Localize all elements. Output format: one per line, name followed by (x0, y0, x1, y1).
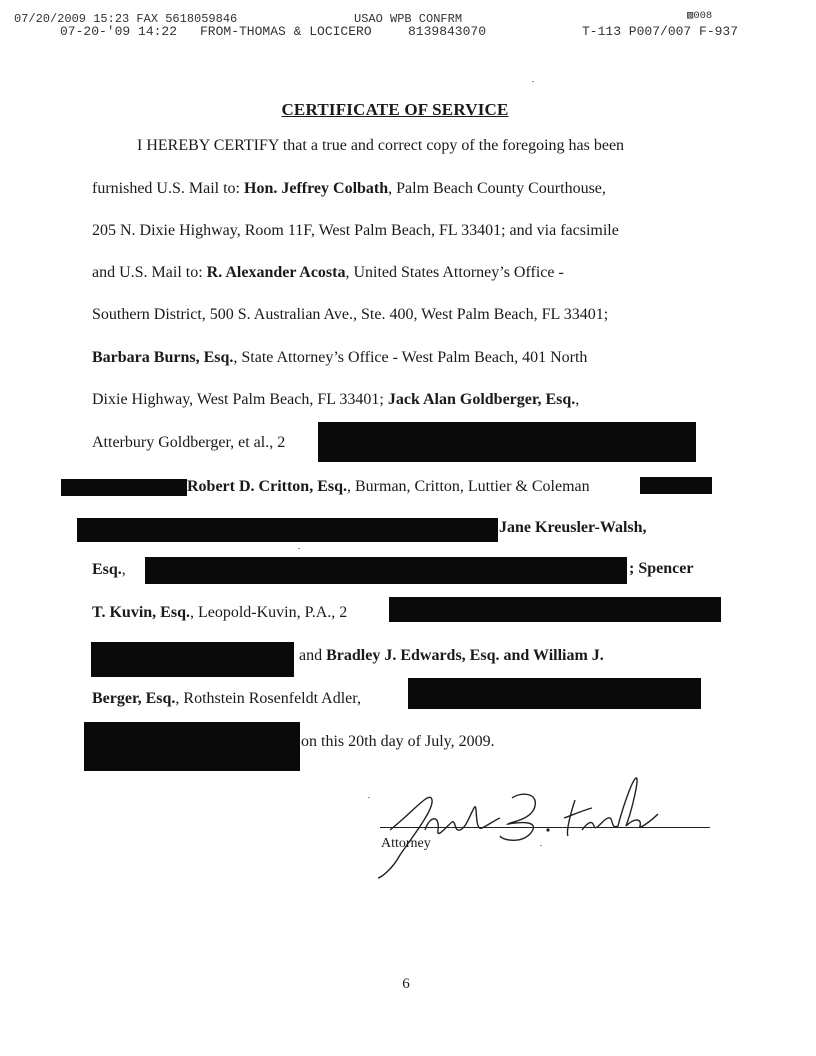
redaction-box (408, 678, 701, 709)
page-number: 6 (402, 976, 410, 992)
redaction-box (389, 597, 721, 622)
redaction-box (84, 722, 300, 771)
certificate-line (187, 477, 590, 497)
fax-timestamp-2: 07-20-'09 14:22 (60, 24, 178, 39)
fax-from-number: 8139843070 (408, 24, 487, 39)
line-text: Dixie Highway, West Palm Beach, FL 33401; (92, 391, 388, 408)
certificate-line (92, 433, 285, 453)
line-text: Atterbury Goldberger, et al., 2 (92, 434, 286, 451)
fax-sender: USAO WPB CONFRM (354, 12, 463, 26)
party-name: Berger, Esq. (92, 690, 176, 707)
document-title: CERTIFICATE OF SERVICE (281, 100, 509, 119)
line-text: Southern District, 500 S. Australian Ave., Ste. 400, West Palm Beach, FL 33401; (92, 306, 609, 323)
party-name: Hon. Jeffrey Colbath (244, 180, 389, 197)
signature-label: Attorney (381, 836, 431, 851)
redaction-box (91, 642, 294, 677)
certificate-line (299, 646, 604, 666)
line-text: , Leopold-Kuvin, P.A., 2 (189, 604, 348, 621)
certificate-line (92, 603, 347, 623)
certificate-line (92, 305, 608, 325)
certificate-line (499, 518, 647, 538)
redaction-box (145, 557, 627, 584)
certificate-line (92, 179, 606, 199)
signature-line (380, 827, 710, 828)
handwritten-signature (370, 770, 670, 880)
line-text: , Palm Beach County Courthouse, (388, 180, 606, 197)
fax-timestamp-1: 07/20/2009 15:23 (14, 12, 130, 26)
line-text: , Rothstein Rosenfeldt Adler, (175, 690, 361, 707)
fax-number: FAX 5618059846 (136, 12, 238, 26)
certificate-line (301, 732, 495, 752)
fax-from: FROM-THOMAS & LOCICERO (200, 24, 372, 39)
line-text: and (299, 647, 327, 664)
party-name: Bradley J. Edwards, Esq. and William J. (326, 647, 604, 664)
party-name: Barbara Burns, Esq. (92, 349, 234, 366)
certificate-line (92, 390, 579, 410)
redaction-box (318, 422, 696, 462)
line-text: I HEREBY CERTIFY that a true and correct copy of the foregoing has been (137, 137, 625, 154)
line-text: , Burman, Critton, Luttier & Coleman (347, 478, 590, 495)
party-name: T. Kuvin, Esq. (92, 604, 190, 621)
certificate-line (92, 560, 126, 580)
party-name: Robert D. Critton, Esq. (187, 478, 347, 495)
party-name: ; Spencer (629, 560, 694, 577)
redaction-box (640, 477, 712, 494)
certificate-line (92, 348, 587, 368)
fax-page-marker: ▧008 (687, 10, 713, 22)
line-text: furnished U.S. Mail to: (92, 180, 244, 197)
party-name: Jane Kreusler-Walsh, (499, 519, 647, 536)
redaction-box (77, 518, 498, 542)
line-text: and U.S. Mail to: (92, 264, 207, 281)
redaction-box (61, 479, 187, 496)
party-name: R. Alexander Acosta (206, 264, 346, 281)
fax-page-count: T-113 P007/007 F-937 (582, 24, 739, 39)
party-name: Esq. (92, 561, 122, 578)
line-text: , United States Attorney’s Office - (345, 264, 564, 281)
line-text: 205 N. Dixie Highway, Room 11F, West Palm Beach, FL 33401; and via facsimile (92, 222, 619, 239)
line-text: , State Attorney’s Office - West Palm Beach, 401 North (233, 349, 588, 366)
line-text: , (575, 391, 580, 408)
certificate-line (629, 559, 693, 579)
certificate-line (92, 263, 564, 283)
certificate-line (92, 689, 361, 709)
certificate-line (137, 136, 624, 156)
certificate-line (92, 221, 619, 241)
line-text: , (121, 561, 126, 578)
line-text: on this 20th day of July, 2009. (301, 733, 495, 750)
party-name: Jack Alan Goldberger, Esq. (387, 391, 576, 408)
